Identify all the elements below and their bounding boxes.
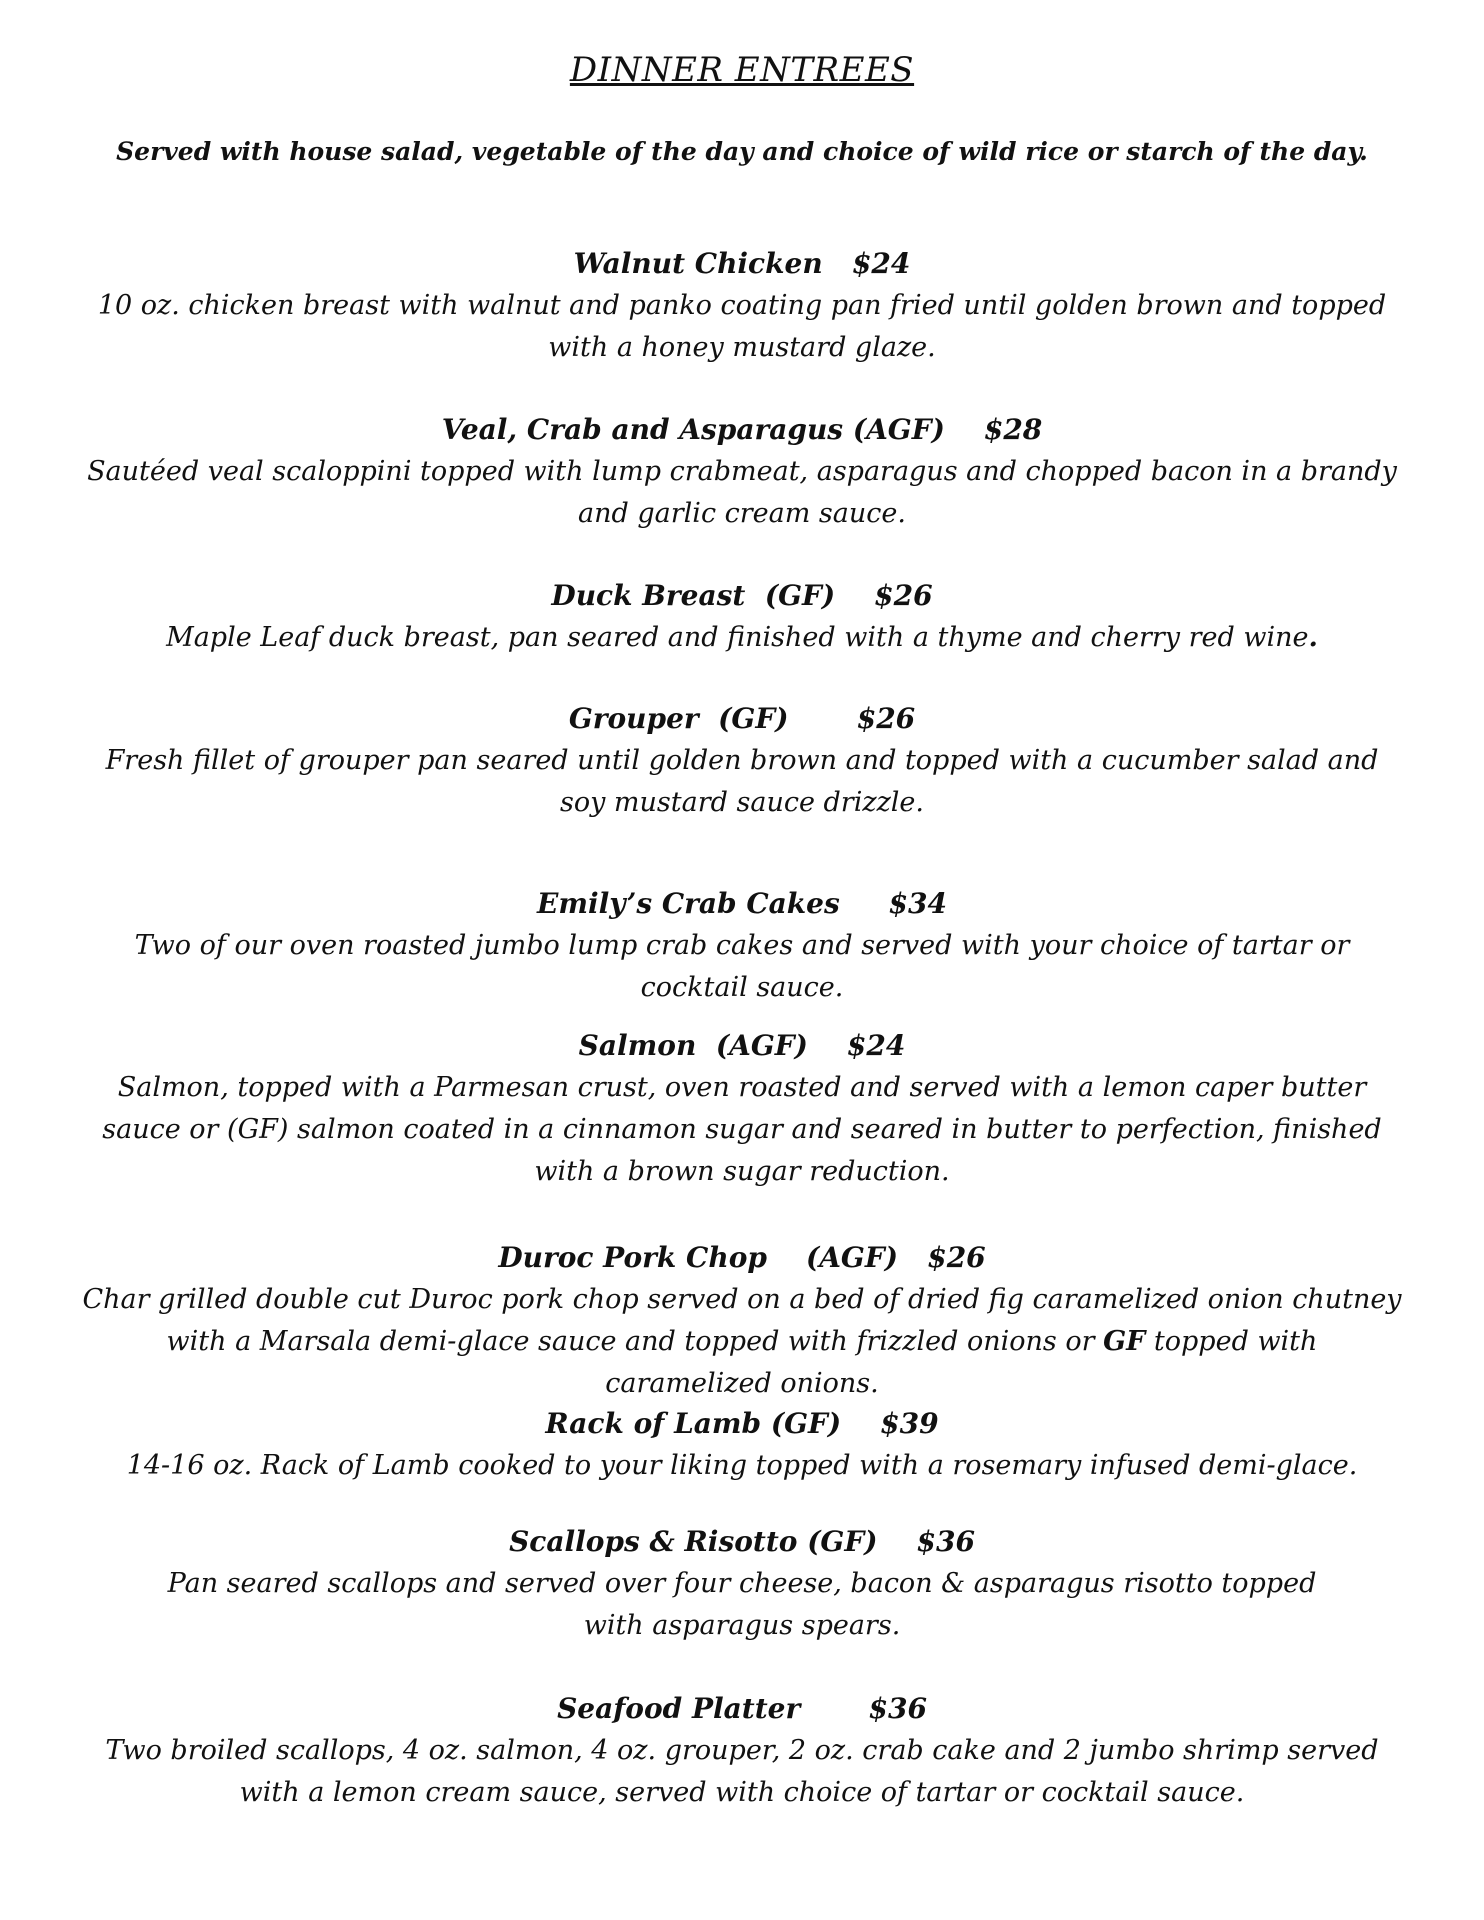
entree-emilys-crab-cakes (80, 883, 1404, 1009)
entree-price: $24 (846, 1029, 906, 1062)
entree-description-line2: with asparagus spears. (583, 1610, 901, 1641)
entree-description-end: topped with caramelized onions. (605, 1326, 1318, 1399)
entree-name: Duroc Pork Chop (498, 1241, 767, 1274)
entree-description: Fresh fillet of grouper pan seared until golden brown and topped with a cucumber salad and soy mustard sauce drizzle. (105, 745, 1379, 818)
entree-price: $26 (874, 579, 933, 612)
entree-duck-breast (80, 575, 1404, 659)
entree-scallops-risotto (80, 1521, 1404, 1647)
entree-price: $39 (880, 1407, 939, 1440)
entree-description: 10 oz. chicken breast with walnut and panko coating pan fried until golden brown and topped with a honey mustard glaze. (97, 290, 1387, 363)
entree-tag: (GF) (807, 1525, 878, 1558)
entree-heading (80, 883, 1404, 925)
entree-tag: (AGF) (805, 1241, 898, 1274)
entree-seafood-platter (80, 1688, 1404, 1814)
entree-description: 14-16 oz. Rack of Lamb cooked to your liking topped with a rosemary infused demi-glace. (126, 1450, 1358, 1481)
entree-name: Emily’s Crab Cakes (537, 887, 840, 920)
entree-name: Salmon (578, 1029, 697, 1062)
entree-description: Sautéed veal scaloppini topped with lump crabmeat, asparagus and chopped bacon in a brandy and garlic cream sauce. (87, 456, 1397, 529)
entree-name: Seafood Platter (557, 1692, 801, 1725)
entree-name: Scallops & Risotto (509, 1525, 798, 1558)
entree-price: $36 (916, 1525, 975, 1558)
page-title: DINNER ENTREES (569, 50, 915, 90)
entree-description: Salmon, topped with a Parmesan crust, oven roasted and served with a lemon caper butter sauce or (GF) salmon coated in a cinnamon sugar and seared in butter to perfection, finished with a brown sugar reduction. (102, 1072, 1382, 1187)
entree-tag: (AGF) (715, 1029, 808, 1062)
entree-price: $28 (983, 413, 1043, 446)
entree-name: Walnut Chicken (573, 247, 823, 280)
entree-heading (80, 1403, 1404, 1445)
entree-tag: (AGF) (852, 413, 945, 446)
entree-price: $34 (888, 887, 947, 920)
entree-heading (80, 698, 1404, 740)
entree-tag: (GF) (764, 579, 836, 612)
gf-marker: GF (1103, 1326, 1146, 1357)
entree-heading (80, 1025, 1404, 1067)
entree-description (80, 617, 1404, 659)
entree-name: Duck Breast (551, 579, 746, 612)
entree-name: Rack of Lamb (545, 1407, 762, 1440)
entree-salmon (80, 1025, 1404, 1193)
menu-subtitle: Served with house salad, vegetable of the day and choice of wild rice or starch of the day. (116, 137, 1368, 166)
entree-walnut-chicken (80, 243, 1404, 369)
entree-description: Pan seared scallops and served over four cheese, bacon & asparagus risotto topped (167, 1568, 1317, 1599)
entree-heading (80, 243, 1404, 285)
entree-heading (80, 409, 1404, 451)
entree-price: $24 (851, 247, 911, 280)
entree-heading (80, 1521, 1404, 1563)
entree-description (80, 1279, 1404, 1405)
entree-description-end: . (1308, 622, 1318, 653)
entree-tag: (GF) (718, 702, 789, 735)
entree-name: Grouper (568, 702, 699, 735)
entree-veal-crab-asparagus (80, 409, 1404, 535)
entree-description-text: Char grilled double cut Duroc pork chop served on a bed of dried fig caramelized onion chutney with a Marsala demi-glace sauce and topped with frizzled onions or (82, 1284, 1402, 1357)
entree-description: Two broiled scallops, 4 oz. salmon, 4 oz. grouper, 2 oz. crab cake and 2 jumbo shrimp served with a lemon cream sauce, served with choice of tartar or cocktail sauce. (105, 1735, 1379, 1808)
entree-price: $26 (856, 702, 916, 735)
entree-tag: (GF) (770, 1407, 842, 1440)
entree-description: Two of our oven roasted jumbo lump crab cakes and served with your choice of tartar or cocktail sauce. (134, 930, 1350, 1003)
entree-description-text: Maple Leaf duck breast, pan seared and finished with a thyme and cherry red wine (166, 622, 1309, 653)
entree-duroc-pork-chop (80, 1237, 1404, 1405)
entree-name: Veal, Crab and Asparagus (441, 413, 844, 446)
entree-heading (80, 1237, 1404, 1279)
entree-grouper (80, 698, 1404, 824)
entree-heading (80, 575, 1404, 617)
entree-price: $36 (868, 1692, 927, 1725)
entree-price: $26 (927, 1241, 986, 1274)
entree-rack-of-lamb (80, 1403, 1404, 1487)
entree-heading (80, 1688, 1404, 1730)
